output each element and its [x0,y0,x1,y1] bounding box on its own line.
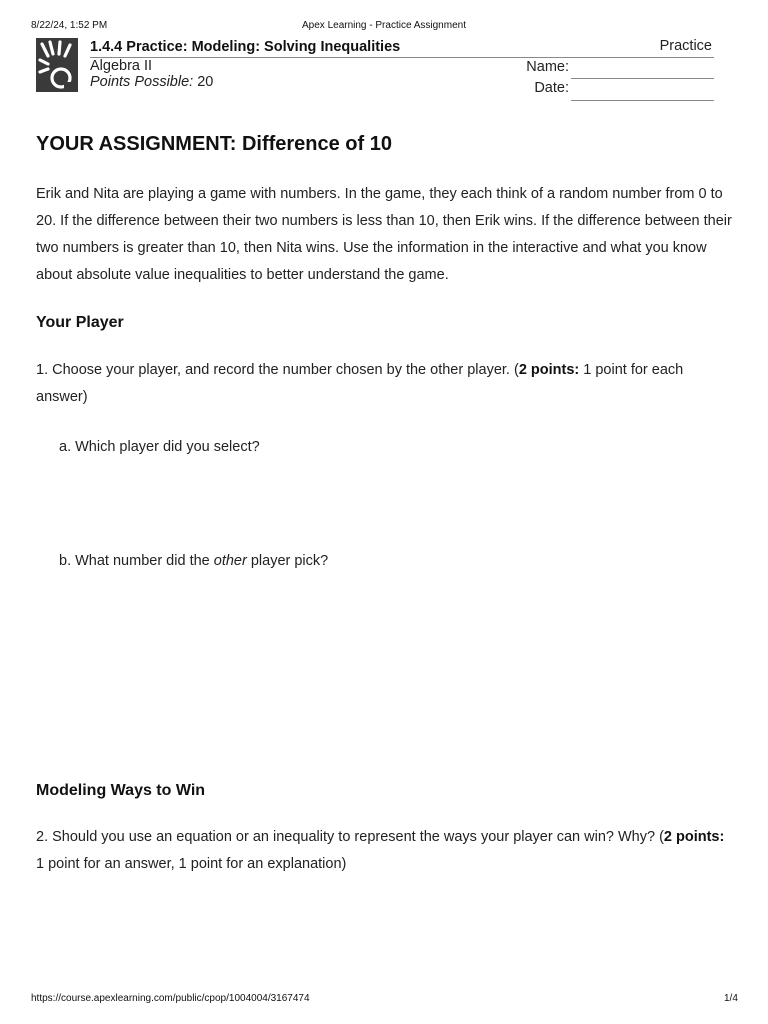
points-possible [90,74,213,90]
assignment-title: 1.4.4 Practice: Modeling: Solving Inequalities [90,39,401,55]
points-value: 20 [193,74,214,90]
course-name: Algebra II [90,58,153,74]
print-page-title: Apex Learning - Practice Assignment [302,20,466,31]
date-field[interactable] [571,100,714,101]
question-1a: a. Which player did you select? [59,439,260,455]
points-label: Points Possible: [90,74,194,90]
print-datetime: 8/22/24, 1:52 PM [31,20,108,31]
apex-sun-logo-icon [36,38,78,92]
assignment-type-label: Practice [659,38,712,54]
question-2 [36,824,736,878]
date-label: Date: [534,80,569,96]
question-2-points: 2 points: [663,829,725,845]
question-1-text: 1. Choose your player, and record the number chosen by the other player. ( [36,362,519,378]
question-1b-pre: b. What number did the [59,553,214,569]
print-url: https://course.apexlearning.com/public/cpop/1004004/3167474 [31,993,310,1004]
question-1-rest: 1 point for each answer) [36,362,684,405]
assignment-intro: Erik and Nita are playing a game with numbers. In the game, they each think of a random number from 0 to 20. If the difference between their two numbers is less than 10, then Erik wins. If the difference between their two numbers is greater than 10, then Nita wins. Use the information in the interactive and what you know about absolute value inequalities to better understand the game. [36,186,732,283]
print-page-number: 1/4 [724,993,738,1004]
question-1b-emphasis: other [213,553,247,569]
question-1b [59,553,328,569]
question-1 [36,357,736,411]
assignment-heading: YOUR ASSIGNMENT: Difference of 10 [36,133,392,155]
question-2-rest: 1 point for an answer, 1 point for an explanation) [36,856,347,872]
question-1b-post: player pick? [246,553,329,569]
section-heading-your-player: Your Player [36,314,124,331]
name-label: Name: [526,59,569,75]
section-heading-modeling-ways-to-win: Modeling Ways to Win [36,782,206,799]
question-1-points: 2 points: [518,362,580,378]
title-divider [90,57,714,58]
question-2-text: 2. Should you use an equation or an inequality to represent the ways your player can win? Why? ( [36,829,664,845]
name-field[interactable] [571,78,714,79]
